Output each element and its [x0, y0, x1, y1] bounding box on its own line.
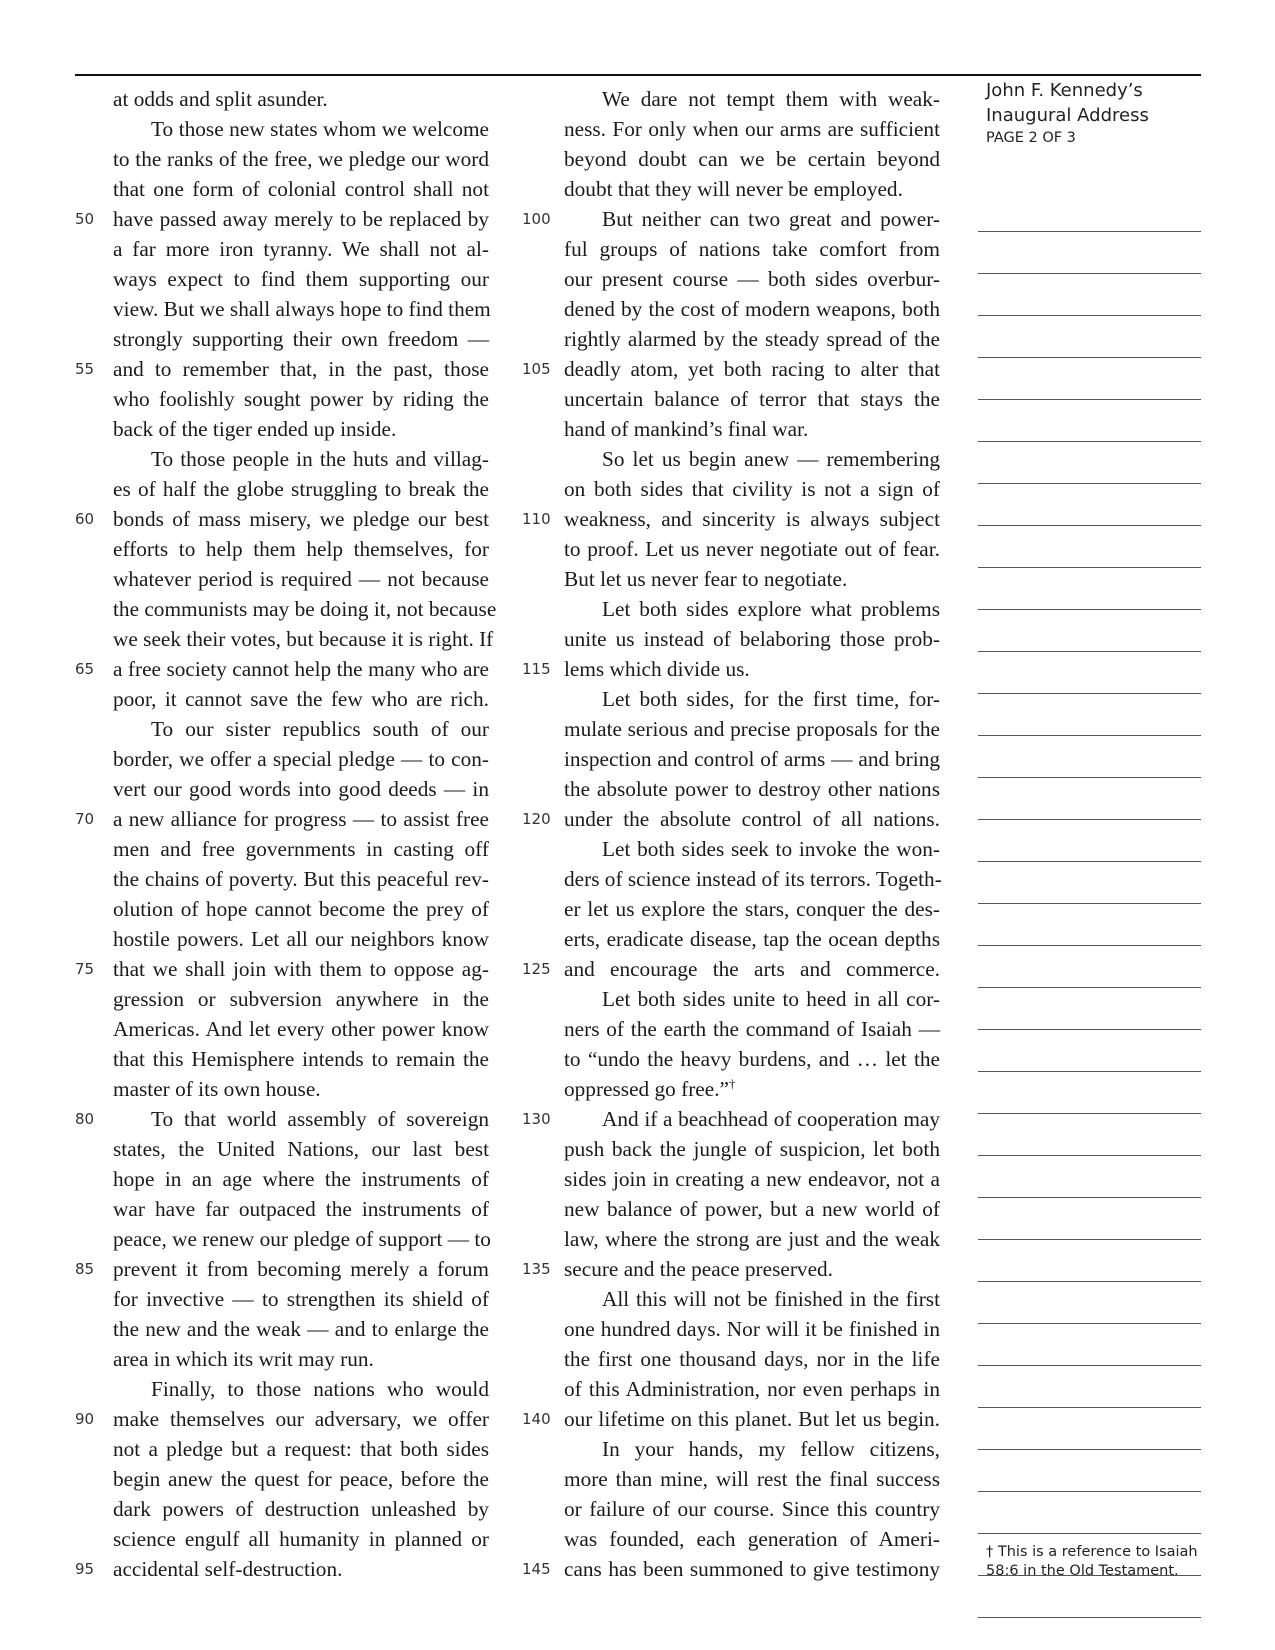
text-line — [564, 1464, 940, 1494]
line-text: new balance of power, but a new world of — [564, 1197, 940, 1221]
text-line — [113, 1164, 489, 1194]
line-number: 115 — [522, 660, 551, 678]
text-line — [75, 354, 489, 384]
line-text: er let us explore the stars, conquer the des- — [564, 897, 940, 921]
line-text: the chains of poverty. But this peaceful rev- — [113, 867, 489, 891]
line-text: who foolishly sought power by riding the — [113, 387, 489, 411]
text-line — [75, 804, 489, 834]
text-line — [113, 1014, 489, 1044]
line-text: a free society cannot help the many who are — [113, 657, 489, 681]
line-number: 55 — [75, 360, 95, 378]
line-text: that one form of colonial control shall not — [113, 177, 489, 201]
line-text: law, where the strong are just and the weak — [564, 1227, 940, 1251]
text-line — [113, 234, 489, 264]
line-text: To those people in the huts and villag- — [151, 447, 489, 471]
text-line — [522, 804, 940, 834]
text-line — [564, 594, 940, 624]
text-line — [522, 1404, 940, 1434]
text-line — [522, 1254, 940, 1284]
line-text: strongly supporting their own freedom — — [113, 327, 489, 351]
line-text: back of the tiger ended up inside. — [113, 417, 397, 441]
line-number: 85 — [75, 1260, 95, 1278]
line-text: states, the United Nations, our last best — [113, 1137, 489, 1161]
text-line — [113, 324, 489, 354]
line-number: 145 — [522, 1560, 551, 1578]
text-column-left — [75, 84, 497, 1584]
line-text: cans has been summoned to give testimony — [564, 1557, 940, 1581]
text-line — [75, 1404, 489, 1434]
text-line — [564, 684, 940, 714]
text-line — [75, 1254, 489, 1284]
note-line — [978, 946, 1201, 988]
note-line — [978, 1072, 1201, 1114]
footnote-line1: † This is a reference to Isaiah — [986, 1544, 1198, 1560]
note-line — [978, 568, 1201, 610]
note-line — [978, 1576, 1201, 1618]
note-line — [978, 358, 1201, 400]
text-line — [564, 1374, 940, 1404]
text-line — [113, 774, 489, 804]
text-line — [113, 564, 489, 594]
line-number: 90 — [75, 1410, 95, 1428]
line-text: border, we offer a special pledge — to con- — [113, 747, 489, 771]
text-line — [113, 834, 489, 864]
note-line — [978, 232, 1201, 274]
note-line — [978, 988, 1201, 1030]
text-line — [564, 534, 940, 564]
text-line — [522, 354, 940, 384]
line-text: beyond doubt can we be certain beyond — [564, 147, 940, 171]
line-text: science engulf all humanity in planned or — [113, 1527, 489, 1551]
line-text: one hundred days. Nor will it be finished in — [564, 1317, 940, 1341]
line-text: But neither can two great and power- — [602, 207, 940, 231]
document-title-line2: Inaugural Address — [986, 105, 1149, 126]
document-title — [986, 78, 1201, 128]
line-text: at odds and split asunder. — [113, 87, 328, 111]
text-line — [564, 714, 940, 744]
line-text: Let both sides explore what problems — [602, 597, 940, 621]
line-text: that we shall join with them to oppose ag- — [113, 957, 489, 981]
note-line — [978, 1156, 1201, 1198]
text-line — [75, 654, 489, 684]
page-indicator: PAGE 2 OF 3 — [986, 130, 1076, 146]
line-number: 100 — [522, 210, 551, 228]
note-line — [978, 1450, 1201, 1492]
text-line — [522, 1104, 940, 1134]
line-text: accidental self-destruction. — [113, 1557, 343, 1581]
line-number: 140 — [522, 1410, 551, 1428]
line-text: the first one thousand days, nor in the life — [564, 1347, 940, 1371]
line-text: the communists may be doing it, not because — [113, 597, 497, 621]
note-line — [978, 736, 1201, 778]
line-text: Let both sides seek to invoke the won- — [602, 837, 940, 861]
text-line — [113, 144, 489, 174]
line-text: whatever period is required — not because — [113, 567, 489, 591]
line-text: bonds of mass misery, we pledge our best — [113, 507, 489, 531]
line-text: prevent it from becoming merely a forum — [113, 1257, 489, 1281]
note-line — [978, 1030, 1201, 1072]
line-text: gression or subversion anywhere in the — [113, 987, 489, 1011]
line-text: deadly atom, yet both racing to alter that — [564, 357, 940, 381]
text-line — [113, 1524, 489, 1554]
line-text: the new and the weak — and to enlarge the — [113, 1317, 489, 1341]
text-line — [564, 264, 940, 294]
line-text: we seek their votes, but because it is right. If — [113, 627, 494, 651]
text-line — [564, 1164, 940, 1194]
line-text: vert our good words into good deeds — in — [113, 777, 489, 801]
line-text: hand of mankind’s final war. — [564, 417, 809, 441]
text-line — [564, 1434, 940, 1464]
text-line — [113, 924, 489, 954]
text-line — [564, 144, 940, 174]
note-line — [978, 1408, 1201, 1450]
text-line — [113, 174, 489, 204]
line-text: ners of the earth the command of Isaiah — — [564, 1017, 940, 1041]
line-text: and to remember that, in the past, those — [113, 357, 489, 381]
text-line — [113, 1314, 489, 1344]
note-line — [978, 400, 1201, 442]
text-line — [113, 744, 489, 774]
text-line — [113, 384, 489, 414]
text-line — [564, 1494, 940, 1524]
note-line — [978, 652, 1201, 694]
line-text: To those new states whom we welcome — [151, 117, 489, 141]
line-text: that this Hemisphere intends to remain the — [113, 1047, 489, 1071]
text-line — [113, 624, 494, 654]
text-line — [564, 1134, 940, 1164]
text-line — [522, 504, 940, 534]
text-line — [113, 714, 489, 744]
line-text: efforts to help them help themselves, for — [113, 537, 489, 561]
line-text: men and free governments in casting off — [113, 837, 489, 861]
line-number: 105 — [522, 360, 551, 378]
line-text: the absolute power to destroy other nations — [564, 777, 940, 801]
text-line — [75, 504, 489, 534]
footnote-marker: † — [728, 1075, 736, 1091]
text-line — [113, 264, 489, 294]
note-line — [978, 694, 1201, 736]
line-text: on both sides that civility is not a sign of — [564, 477, 940, 501]
line-text: Americas. And let every other power know — [113, 1017, 489, 1041]
line-text: a far more iron tyranny. We shall not al- — [113, 237, 489, 261]
text-line — [113, 594, 497, 624]
text-line — [113, 984, 489, 1014]
line-text: Finally, to those nations who would — [151, 1377, 489, 1401]
line-text: ways expect to find them supporting our — [113, 267, 489, 291]
line-text: our lifetime on this planet. But let us begin. — [564, 1407, 940, 1431]
text-line — [564, 744, 940, 774]
line-text: To that world assembly of sovereign — [151, 1107, 489, 1131]
text-line — [113, 294, 489, 324]
line-text: Let both sides unite to heed in all cor- — [602, 987, 940, 1011]
line-text: inspection and control of arms — and bring — [564, 747, 940, 771]
line-text: hope in an age where the instruments of — [113, 1167, 489, 1191]
footnote — [986, 1543, 1201, 1581]
text-line — [113, 864, 489, 894]
line-text: All this will not be finished in the first — [602, 1287, 940, 1311]
text-line — [113, 1374, 489, 1404]
text-line — [564, 1074, 940, 1104]
line-number: 70 — [75, 810, 95, 828]
line-text: weakness, and sincerity is always subject — [564, 507, 940, 531]
text-line — [113, 1344, 489, 1374]
line-text: our present course — both sides overbur- — [564, 267, 940, 291]
text-line — [113, 1464, 489, 1494]
line-text: area in which its writ may run. — [113, 1347, 374, 1371]
text-line — [564, 1344, 940, 1374]
text-line — [564, 1044, 940, 1074]
text-line — [113, 84, 489, 114]
line-number: 75 — [75, 960, 95, 978]
text-line — [113, 114, 489, 144]
line-text: ders of science instead of its terrors. Togeth- — [564, 867, 942, 891]
line-number: 120 — [522, 810, 551, 828]
line-text: uncertain balance of terror that stays the — [564, 387, 940, 411]
line-text: more than mine, will rest the final success — [564, 1467, 940, 1491]
note-line — [978, 1114, 1201, 1156]
line-text: hostile powers. Let all our neighbors know — [113, 927, 489, 951]
note-line — [978, 442, 1201, 484]
text-line — [75, 954, 489, 984]
line-text: to proof. Let us never negotiate out of fear. — [564, 537, 940, 561]
note-line — [978, 274, 1201, 316]
text-line — [113, 1044, 489, 1074]
text-line — [113, 534, 489, 564]
line-text: of this Administration, nor even perhaps in — [564, 1377, 940, 1401]
line-text: lems which divide us. — [564, 657, 750, 681]
text-line — [113, 414, 489, 444]
line-number: 95 — [75, 1560, 95, 1578]
text-line — [75, 1104, 489, 1134]
text-line — [564, 234, 940, 264]
line-text: have passed away merely to be replaced by — [113, 207, 489, 231]
line-number: 60 — [75, 510, 95, 528]
line-text: poor, it cannot save the few who are rich. — [113, 687, 489, 711]
note-line — [978, 610, 1201, 652]
line-text: We dare not tempt them with weak- — [602, 87, 940, 111]
note-lines — [978, 190, 1201, 1618]
line-text: dened by the cost of modern weapons, both — [564, 297, 940, 321]
line-number: 135 — [522, 1260, 551, 1278]
line-text: push back the jungle of suspicion, let both — [564, 1137, 940, 1161]
line-text: view. But we shall always hope to find them — [113, 297, 491, 321]
line-text: peace, we renew our pledge of support — to — [113, 1227, 491, 1251]
line-text: to the ranks of the free, we pledge our word — [113, 147, 489, 171]
line-number: 110 — [522, 510, 551, 528]
note-line — [978, 1240, 1201, 1282]
note-line — [978, 778, 1201, 820]
text-line — [564, 1014, 940, 1044]
note-line — [978, 862, 1201, 904]
note-line — [978, 1324, 1201, 1366]
line-text: oppressed go free.” — [564, 1077, 729, 1101]
text-line — [113, 1284, 489, 1314]
line-text: sides join in creating a new endeavor, not a — [564, 1167, 940, 1191]
note-line — [978, 820, 1201, 862]
text-line — [113, 1494, 489, 1524]
text-line — [564, 1194, 940, 1224]
text-line — [113, 474, 489, 504]
line-text: master of its own house. — [113, 1077, 321, 1101]
line-text: doubt that they will never be employed. — [564, 177, 903, 201]
text-line — [522, 1554, 940, 1584]
line-text: and encourage the arts and commerce. — [564, 957, 940, 981]
text-line — [564, 174, 940, 204]
line-number: 130 — [522, 1110, 551, 1128]
text-line — [564, 774, 940, 804]
line-number: 50 — [75, 210, 95, 228]
text-line — [564, 444, 940, 474]
document-title-line1: John F. Kennedy’s — [986, 80, 1143, 101]
line-text: dark powers of destruction unleashed by — [113, 1497, 489, 1521]
text-line — [564, 624, 940, 654]
line-text: war have far outpaced the instruments of — [113, 1197, 489, 1221]
line-text: rightly alarmed by the steady spread of the — [564, 327, 940, 351]
text-line — [113, 1224, 489, 1254]
text-line — [564, 324, 940, 354]
line-text: ful groups of nations take comfort from — [564, 237, 940, 261]
note-line — [978, 1198, 1201, 1240]
note-line — [978, 190, 1201, 232]
text-line — [564, 1224, 940, 1254]
text-line — [564, 474, 940, 504]
line-text: olution of hope cannot become the prey of — [113, 897, 489, 921]
text-line — [113, 894, 489, 924]
text-line — [564, 1524, 940, 1554]
text-line — [113, 1134, 489, 1164]
text-line — [522, 654, 940, 684]
line-number: 125 — [522, 960, 551, 978]
text-column-right — [522, 84, 942, 1584]
line-text: So let us begin anew — remembering — [602, 447, 940, 471]
line-text: secure and the peace preserved. — [564, 1257, 834, 1281]
line-text: was founded, each generation of Ameri- — [564, 1527, 940, 1551]
text-line — [522, 954, 940, 984]
line-text: under the absolute control of all nations. — [564, 807, 940, 831]
note-line — [978, 1282, 1201, 1324]
sidebar-header — [978, 76, 1201, 146]
text-line — [564, 1314, 940, 1344]
footnote-line2: 58:6 in the Old Testament. — [986, 1563, 1179, 1579]
line-text: for invective — to strengthen its shield of — [113, 1287, 489, 1311]
text-line — [564, 984, 940, 1014]
text-line — [113, 444, 489, 474]
text-line — [75, 204, 489, 234]
line-text: mulate serious and precise proposals for the — [564, 717, 940, 741]
text-line — [564, 384, 940, 414]
line-text: es of half the globe struggling to break the — [113, 477, 489, 501]
note-line — [978, 1366, 1201, 1408]
text-line — [113, 684, 489, 714]
note-line — [978, 484, 1201, 526]
text-line — [113, 1194, 489, 1224]
note-line — [978, 526, 1201, 568]
line-number: 80 — [75, 1110, 95, 1128]
line-text: a new alliance for progress — to assist free — [113, 807, 489, 831]
text-line — [564, 564, 940, 594]
line-text: erts, eradicate disease, tap the ocean depths — [564, 927, 940, 951]
line-text: to “undo the heavy burdens, and … let the — [564, 1047, 940, 1071]
text-line — [564, 1284, 940, 1314]
text-line — [564, 834, 940, 864]
text-line — [113, 1434, 489, 1464]
line-text: Let both sides, for the first time, for- — [602, 687, 940, 711]
text-line — [564, 864, 940, 894]
text-line — [522, 204, 940, 234]
text-line — [564, 84, 940, 114]
line-text: And if a beachhead of cooperation may — [602, 1107, 940, 1131]
text-line — [113, 1074, 489, 1104]
note-line — [978, 1492, 1201, 1534]
line-text: not a pledge but a request: that both sides — [113, 1437, 489, 1461]
line-text: make themselves our adversary, we offer — [113, 1407, 489, 1431]
line-number: 65 — [75, 660, 95, 678]
line-text: ness. For only when our arms are sufficient — [564, 117, 940, 141]
text-line — [564, 114, 940, 144]
line-text: In your hands, my fellow citizens, — [602, 1437, 940, 1461]
text-line — [564, 924, 940, 954]
line-text: unite us instead of belaboring those prob- — [564, 627, 940, 651]
line-text: begin anew the quest for peace, before the — [113, 1467, 489, 1491]
text-line — [564, 894, 940, 924]
line-text: To our sister republics south of our — [151, 717, 489, 741]
text-line — [75, 1554, 489, 1584]
text-line — [564, 294, 940, 324]
line-text: or failure of our course. Since this country — [564, 1497, 940, 1521]
note-line — [978, 316, 1201, 358]
line-text: But let us never fear to negotiate. — [564, 567, 848, 591]
text-line — [564, 414, 940, 444]
note-line — [978, 904, 1201, 946]
